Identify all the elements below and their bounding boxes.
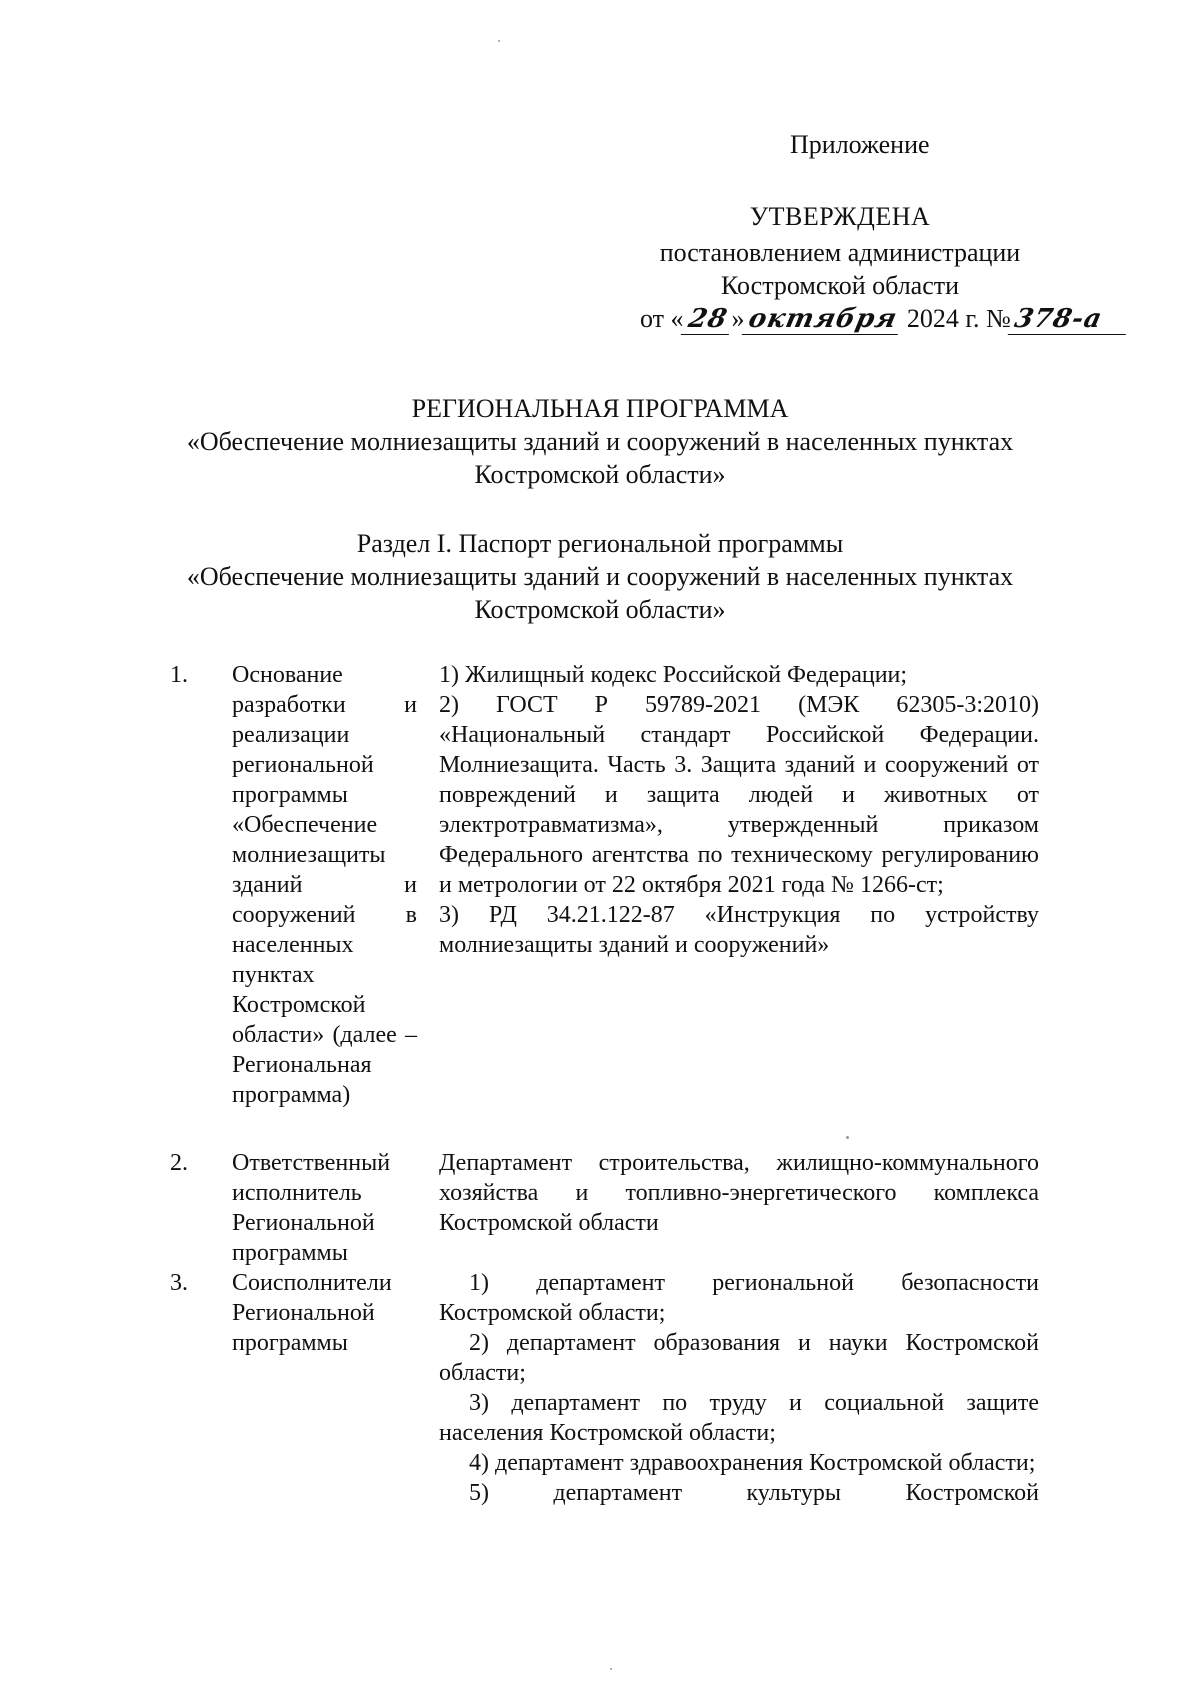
passport-row xyxy=(170,1148,1070,1268)
scan-speck xyxy=(846,1136,849,1139)
row-number: 1. xyxy=(170,662,188,688)
scan-speck xyxy=(498,40,500,42)
row-number: 2. xyxy=(170,1150,188,1176)
section-title xyxy=(100,527,1100,626)
passport-row xyxy=(170,660,1070,1148)
value-paragraph: Департамент строительства, жилищно-коммунального хозяйства и топливно-энергетического комплекса Костромской области xyxy=(439,1150,1039,1236)
date-year: 2024 г. № xyxy=(906,304,1011,333)
value-paragraph: 1) Жилищный кодекс Российской Федерации; xyxy=(439,662,908,688)
value-paragraph: 3) РД 34.21.122-87 «Инструкция по устройству молниезащиты зданий и сооружений» xyxy=(439,902,1039,958)
value-paragraph: 3) департамент по труду и социальной защите населения Костромской области; xyxy=(439,1390,1039,1446)
section-title-line-2: «Обеспечение молниезащиты зданий и сооружений в населенных пунктах xyxy=(186,562,1014,591)
program-title xyxy=(100,392,1100,491)
passport-table xyxy=(170,660,1070,1668)
program-title-line-1: РЕГИОНАЛЬНАЯ ПРОГРАММА xyxy=(411,394,789,423)
passport-row xyxy=(170,1268,1070,1668)
value-paragraph: 5) департамент культуры Костромской xyxy=(469,1480,1039,1506)
handwritten-day: 28 xyxy=(680,304,735,335)
section-title-line-3: Костромской области» xyxy=(474,595,726,624)
row-label: Соисполнители Региональной программы xyxy=(232,1270,392,1356)
row-value xyxy=(439,1268,1039,1508)
row-number: 3. xyxy=(170,1270,188,1296)
decree-text: постановлением администрации xyxy=(659,238,1021,267)
row-label: Ответственный исполнитель Региональной программы xyxy=(232,1150,391,1266)
region-text: Костромской области xyxy=(720,271,960,300)
date-mid-quote: » xyxy=(731,304,745,333)
value-paragraph: 2) департамент образования и науки Костромской области; xyxy=(439,1330,1039,1386)
scan-speck xyxy=(610,1668,612,1670)
section-title-line-1: Раздел I. Паспорт региональной программы xyxy=(356,529,844,558)
row-value xyxy=(439,1148,1039,1238)
row-label: Основание разработки и реализации региональной программы «Обеспечение молниезащиты зданий и сооружений в населенных пунктах Костромской области» (далее – Региональная программа) xyxy=(232,662,417,1108)
program-title-line-2: «Обеспечение молниезащиты зданий и сооружений в населенных пунктах xyxy=(186,427,1014,456)
row-value xyxy=(439,660,1039,960)
handwritten-month: октября xyxy=(741,304,903,335)
approved-heading: УТВЕРЖДЕНА xyxy=(749,202,931,231)
decree-date-line xyxy=(640,304,1129,335)
value-paragraph: 1) департамент региональной безопасности Костромской области; xyxy=(439,1270,1039,1326)
value-paragraph: 4) департамент здравоохранения Костромской области; xyxy=(469,1450,1036,1476)
date-prefix: от « xyxy=(640,304,684,333)
appendix-label: Приложение xyxy=(790,130,930,159)
value-paragraph: 2) ГОСТ Р 59789-2021 (МЭК 62305-3:2010) «Национальный стандарт Российской Федерации. Молниезащита. Часть 3. Защита зданий и сооружений от повреждений и защита людей и животных от электротравматизма», утвержденный приказом Федерального агентства по техническому регулированию и метрологии от 22 октября 2021 года № 1266-ст; xyxy=(439,692,1039,898)
handwritten-decree-number: 378-а xyxy=(1008,304,1133,335)
program-title-line-3: Костромской области» xyxy=(474,460,726,489)
